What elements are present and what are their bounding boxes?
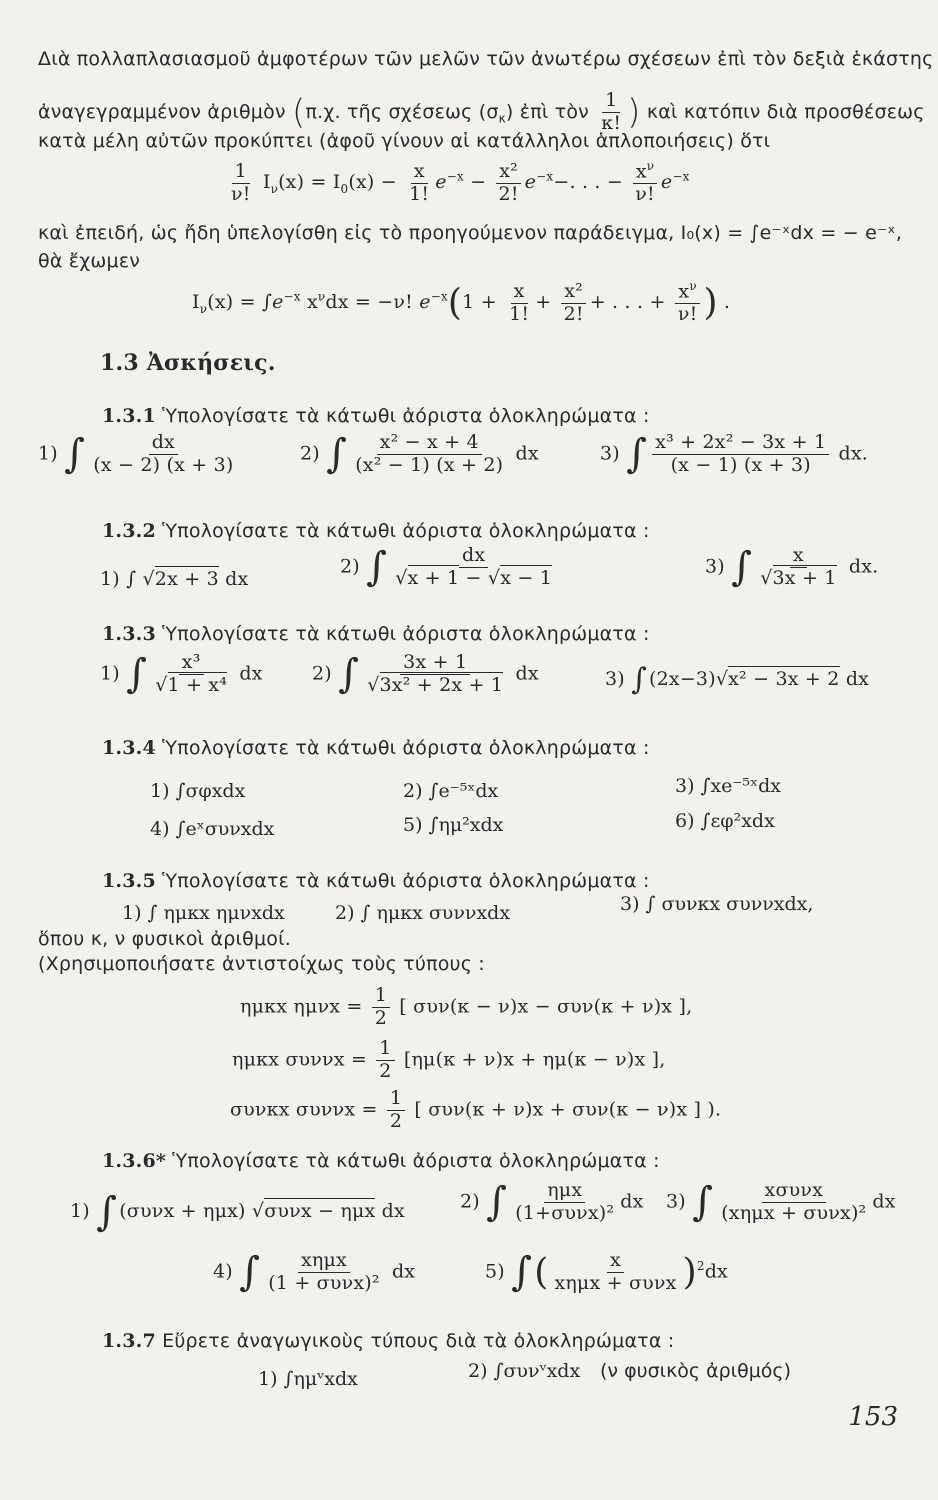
exercise-1-3-7-heading bbox=[102, 1330, 674, 1352]
intro-line-2d: καὶ κατόπιν διὰ προσθέσεως bbox=[646, 100, 925, 123]
exercise-1-3-6-item-4: 4) ∫ $\frac{\text{xημx}}{\text{(1 + συνx)²}}$ dx bbox=[213, 1249, 416, 1296]
exercise-1-3-4-item-6: 6) ∫εφ²xdx bbox=[675, 810, 775, 832]
exercise-number: 1.3.4 bbox=[102, 737, 156, 759]
exercise-1-3-6-heading bbox=[102, 1150, 660, 1172]
exercise-1-3-3-heading bbox=[102, 623, 650, 645]
exercise-number: 1.3.2 bbox=[102, 520, 156, 542]
exercise-1-3-1-item-3: 3) ∫ $\frac{\text{x³ + 2x² − 3x + 1}}{(x - 1) (x + 3)}$ dx. bbox=[600, 431, 868, 478]
exercise-1-3-1-item-1: 1) ∫ $\frac{dx}{(x - 2) (x + 3)}$ bbox=[38, 431, 234, 478]
exercise-1-3-3-item-3: 3) ∫ (2x−3)√x² − 3x + 2 dx bbox=[605, 662, 870, 697]
exercise-1-3-2-item-3: 3) ∫ $\frac{x}{√3x + 1}$ dx. bbox=[705, 544, 879, 591]
exercise-1-3-7-note: (ν φυσικὸς ἀριθμός) bbox=[600, 1360, 791, 1382]
exercise-number: 1.3.1 bbox=[102, 405, 156, 427]
exercise-1-3-5-heading bbox=[102, 870, 650, 892]
exercise-text: Ὑπολογίσατε τὰ κάτωθι ἀόριστα ὁλοκληρώματα : bbox=[162, 870, 650, 892]
intro-line-2b: π.χ. τῆς σχέσεως (σ bbox=[305, 100, 499, 123]
exercise-1-3-4-heading bbox=[102, 737, 650, 759]
page-number: 153 bbox=[848, 1402, 898, 1432]
exercise-1-3-5-item-3: 3) ∫ συνκx συννxdx, bbox=[620, 893, 814, 915]
exercise-1-3-4-item-1: 1) ∫σφxdx bbox=[150, 780, 246, 802]
intro-line-1: Διὰ πολλαπλασιασμοῦ ἀμφοτέρων τῶν μελῶν τῶν ἀνωτέρω σχέσεων ἐπὶ τὸν δεξιὰ ἑκάστης bbox=[38, 48, 934, 70]
exercise-1-3-4-item-4: 4) ∫eˣσυνxdx bbox=[150, 818, 275, 840]
exercise-1-3-6-item-5: 5) ∫( $\frac{x}{\text{xημx + συνx}}$ )$^2$dx bbox=[485, 1249, 728, 1296]
formula-2: $I_\nu(x) = \int e^{-x}$ $x^\nu dx = -\nu$! $e^{-x}(1$ + $\frac{x}{1!}$ + $\frac{\text{x²}}{2!}$ + . . . + $\frac{x^\nu}{\nu!}$ ) . bbox=[192, 279, 731, 326]
exercise-text: Ὑπολογίσατε τὰ κάτωθι ἀόριστα ὁλοκληρώματα : bbox=[172, 1150, 660, 1172]
fraction-1-over-k-factorial: $\frac{1}{\kappa!}$ bbox=[601, 89, 622, 134]
exercise-1-3-7-item-1: 1) ∫ημᵛxdx bbox=[258, 1368, 358, 1390]
formula-product-sin-cos: ημκx συννx = $\frac{1}{2}$ [ημ(κ + ν)x + ημ(κ − ν)x ], bbox=[232, 1037, 666, 1082]
exercise-1-3-2-heading bbox=[102, 520, 650, 542]
intro-line-4: καὶ ἐπειδή, ὡς ἤδη ὑπελογίσθη εἰς τὸ προηγούμενον παράδειγμα, I₀(x) = ∫e⁻ˣdx = − e⁻ˣ, bbox=[38, 222, 903, 244]
intro-line-2a: ἀναγεγραμμένον ἀριθμὸν bbox=[38, 100, 286, 123]
exercise-1-3-6-item-2: 2) ∫ $\frac{\text{ημx}}{\text{(1+συνx)²}}$ dx bbox=[460, 1179, 644, 1226]
exercise-1-3-6-item-1: 1) ∫ (συνx + ημx) √συνx − ημx dx bbox=[70, 1189, 405, 1235]
exercise-1-3-5-item-1: 1) ∫ ημκx ημνxdx bbox=[122, 902, 285, 924]
intro-line-2: ἀναγεγραμμένον ἀριθμὸν (π.χ. τῆς σχέσεως $(\sigma_\kappa)$ ἐπὶ τὸν $\frac{1}{\kappa!}$ ) καὶ κατόπιν διὰ προσθέσεως bbox=[38, 89, 925, 134]
exercise-1-3-5-note-2: (Χρησιμοποιήσατε ἀντιστοίχως τοὺς τύπους : bbox=[38, 953, 485, 975]
exercise-1-3-7-item-2: 2) ∫συνᵛxdx bbox=[468, 1360, 581, 1382]
exercise-1-3-5-item-2: 2) ∫ ημκx συννxdx bbox=[335, 902, 511, 924]
exercise-number: 1.3.3 bbox=[102, 623, 156, 645]
exercise-1-3-3-item-1: 1) ∫ $\frac{\text{x³}}{\text{√1 + x⁴}}$ dx bbox=[100, 651, 263, 698]
exercise-text: Εὕρετε ἀναγωγικοὺς τύπους διὰ τὰ ὁλοκληρώματα : bbox=[162, 1330, 675, 1352]
exercise-1-3-6-item-3: 3) ∫ $\frac{\text{xσυνx}}{\text{(xημx + συνx)²}}$ dx bbox=[666, 1179, 896, 1226]
exercise-1-3-5-note-1: ὅπου κ, ν φυσικοὶ ἀριθμοί. bbox=[38, 928, 291, 950]
exercise-number: 1.3.6* bbox=[102, 1150, 167, 1172]
exercise-1-3-1-item-2: 2) ∫ $\frac{\text{x² − x + 4}}{\text{(x² − 1) (x + 2)}}$ dx bbox=[300, 431, 539, 478]
exercise-1-3-1-heading bbox=[102, 405, 650, 427]
section-title: 1.3 Ἀσκήσεις. bbox=[100, 350, 276, 376]
exercise-text: Ὑπολογίσατε τὰ κάτωθι ἀόριστα ὁλοκληρώματα : bbox=[162, 520, 650, 542]
exercise-1-3-2-item-1: 1) ∫ √2x + 3 dx bbox=[100, 568, 249, 590]
exercise-1-3-4-item-2: 2) ∫e⁻⁵ˣdx bbox=[403, 780, 499, 802]
exercise-text: Ὑπολογίσατε τὰ κάτωθι ἀόριστα ὁλοκληρώματα : bbox=[162, 405, 650, 427]
exercise-number: 1.3.5 bbox=[102, 870, 156, 892]
formula-1: $\frac{1}{\nu!}$ $I_\nu(x) = I_0(x)$ − $\frac{x}{1!}$ $e^{-x}$ − $\frac{\text{x²}}{2!}$ $e^{-x}-$. . . − $\frac{x^\nu}{\nu!}$ $e^{-x}$ bbox=[231, 159, 690, 206]
intro-line-3: κατὰ μέλη αὐτῶν προκύπτει (ἀφοῦ γίνουν αἱ κατάλληλοι ἁπλοποιήσεις) ὅτι bbox=[38, 130, 771, 152]
intro-line-5: θὰ ἔχωμεν bbox=[38, 250, 141, 272]
exercise-1-3-2-item-2: 2) ∫ $\frac{dx}{√x + 1 - √x - 1}$ bbox=[340, 544, 553, 591]
exercise-text: Ὑπολογίσατε τὰ κάτωθι ἀόριστα ὁλοκληρώματα : bbox=[162, 623, 650, 645]
formula-product-cos-cos: συνκx συννx = $\frac{1}{2}$ [ συν(κ + ν)x + συν(κ − ν)x ] ). bbox=[230, 1087, 722, 1132]
intro-line-2c: ) ἐπὶ τὸν bbox=[505, 100, 589, 123]
exercise-number: 1.3.7 bbox=[102, 1330, 156, 1352]
formula-product-sin-sin: ημκx ημνx = $\frac{1}{2}$ [ συν(κ − ν)x − συν(κ + ν)x ], bbox=[240, 984, 693, 1029]
exercise-1-3-4-item-3: 3) ∫xe⁻⁵ˣdx bbox=[675, 775, 781, 797]
exercise-1-3-3-item-2: 2) ∫ $\frac{3x + 1}{\text{√3x² + 2x + 1}}$ dx bbox=[312, 651, 539, 698]
exercise-text: Ὑπολογίσατε τὰ κάτωθι ἀόριστα ὁλοκληρώματα : bbox=[162, 737, 650, 759]
exercise-1-3-4-item-5: 5) ∫ημ²xdx bbox=[403, 814, 504, 836]
